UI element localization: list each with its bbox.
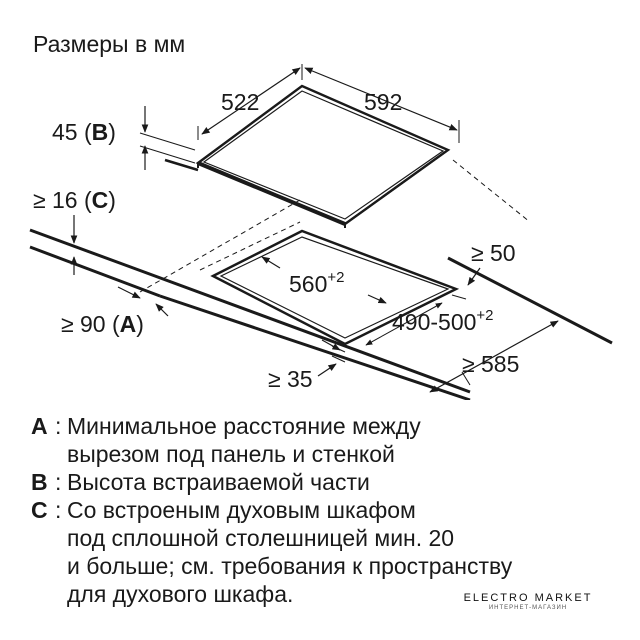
legend-text: Минимальное расстояние между вырезом под панель и стенкой [67, 413, 421, 467]
gap-c-label: ≥ 16 (C) [33, 187, 116, 213]
back-clearance-dimension [468, 240, 516, 285]
watermark-title: ELECTRO MARKET [463, 592, 593, 604]
depth-label-522: 522 [221, 89, 260, 115]
cutout-depth-label: $490-500^{+2}$ [392, 307, 494, 335]
wall-clearance-label: ≥ 90 (A) [61, 311, 144, 337]
front-clearance-label: ≥ 35 [268, 366, 313, 392]
legend-key: C [31, 497, 48, 523]
legend-text: Со встроеным духовым шкафом под сплошной столешницей мин. 20 и больше; см. требования к пространству для духового шкафа. [67, 497, 513, 607]
units-title: Размеры в мм [33, 31, 186, 57]
cooktop-dimensions [198, 64, 459, 143]
counter-depth-label: ≥ 585 [462, 351, 520, 377]
legend-colon: : [55, 413, 62, 439]
legend [31, 412, 591, 608]
width-label-592: 592 [364, 89, 403, 115]
watermark-subtitle: ИНТЕРНЕТ-МАГАЗИН [488, 605, 568, 611]
legend-key: B [31, 469, 48, 495]
cutout-dimensions [262, 257, 494, 345]
legend-colon: : [55, 469, 62, 495]
front-clearance-dimension [268, 340, 345, 392]
legend-item-a [31, 412, 591, 468]
watermark-logo [448, 583, 608, 623]
back-clearance-label: ≥ 50 [471, 240, 516, 266]
gap-c-dimension [33, 187, 116, 275]
height-b-dimension [52, 106, 195, 170]
legend-text: Высота встраиваемой части [67, 469, 370, 495]
legend-key: A [31, 413, 48, 439]
height-b-label: 45 (B) [52, 119, 116, 145]
legend-colon: : [55, 497, 62, 523]
cutout-width-label: $560^{+2}$ [289, 269, 345, 297]
legend-item-b [31, 468, 591, 496]
